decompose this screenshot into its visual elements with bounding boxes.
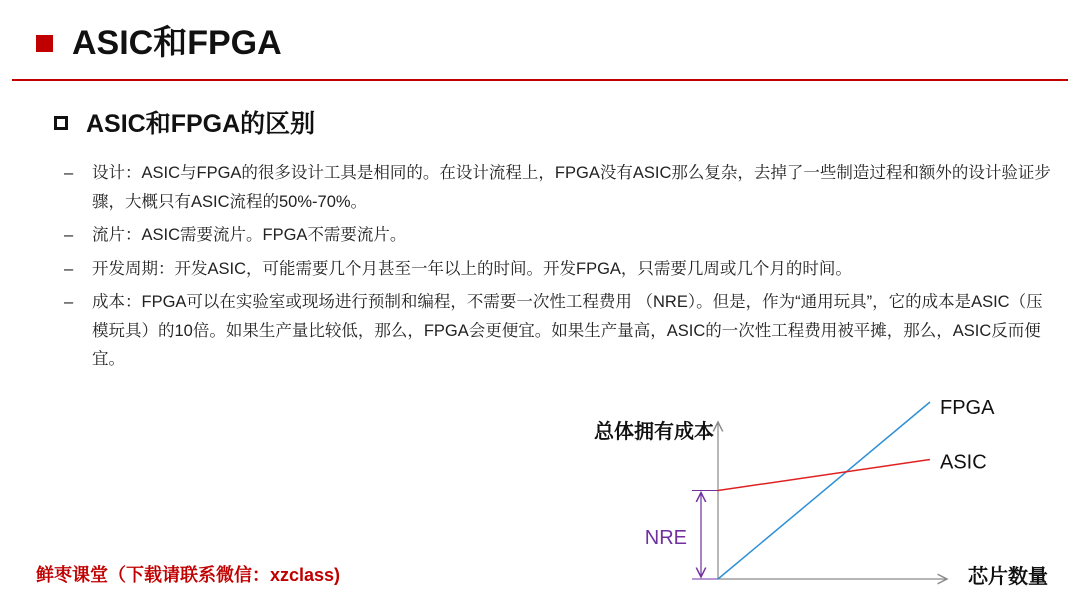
bullet-list bbox=[64, 159, 1054, 379]
bullet-dash: – bbox=[64, 293, 74, 311]
x-axis-label: 芯片数量 bbox=[968, 566, 1048, 588]
cost-chart bbox=[560, 380, 1070, 602]
series-label-asic: ASIC bbox=[940, 451, 987, 474]
title-marker bbox=[36, 35, 53, 52]
footer-note: 鲜枣课堂（下载请联系微信：xzclass) bbox=[36, 565, 341, 585]
y-axis-label: 总体拥有成本 bbox=[594, 421, 714, 443]
slide-title: ASIC和FPGA bbox=[72, 24, 282, 62]
bullet-item-cost bbox=[64, 288, 1054, 374]
bullet-item-design bbox=[64, 159, 1054, 216]
series-line-asic bbox=[718, 460, 930, 491]
bullet-dash: – bbox=[64, 259, 74, 278]
bullet-text: 开发周期：开发ASIC，可能需要几个月甚至一年以上的时间。开发FPGA，只需要几周或几个月的时间。 bbox=[92, 259, 852, 278]
section-bullet-icon bbox=[54, 116, 68, 130]
bullet-item-dev-cycle bbox=[64, 255, 1054, 284]
bullet-dash: – bbox=[64, 226, 74, 244]
nre-label: NRE bbox=[644, 526, 687, 549]
bullet-dash: – bbox=[64, 164, 74, 182]
bullet-item-tapeout bbox=[64, 221, 1054, 250]
series-label-fpga: FPGA bbox=[940, 397, 995, 419]
title-divider bbox=[12, 79, 1068, 81]
bullet-text: 流片：ASIC需要流片。FPGA不需要流片。 bbox=[92, 226, 407, 244]
bullet-text: 成本：FPGA可以在实验室或现场进行预制和编程，不需要一次性工程费用 （NRE）。但是，作为“通用玩具”，它的成本是ASIC（压模玩具）的10倍。如果生产量比较低，那么，FPGA会更便宜。如果生产量高，ASIC的一次性工程费用被平摊，那么，ASIC反而便宜。 bbox=[92, 293, 1043, 368]
bullet-text: 设计：ASIC与FPGA的很多设计工具是相同的。在设计流程上，FPGA没有ASIC那么复杂，去掉了一些制造过程和额外的设计验证步骤，大概只有ASIC流程的50%-70%。 bbox=[92, 164, 1051, 211]
series-line-fpga bbox=[718, 402, 930, 579]
section-heading: ASIC和FPGA的区别 bbox=[86, 110, 316, 138]
